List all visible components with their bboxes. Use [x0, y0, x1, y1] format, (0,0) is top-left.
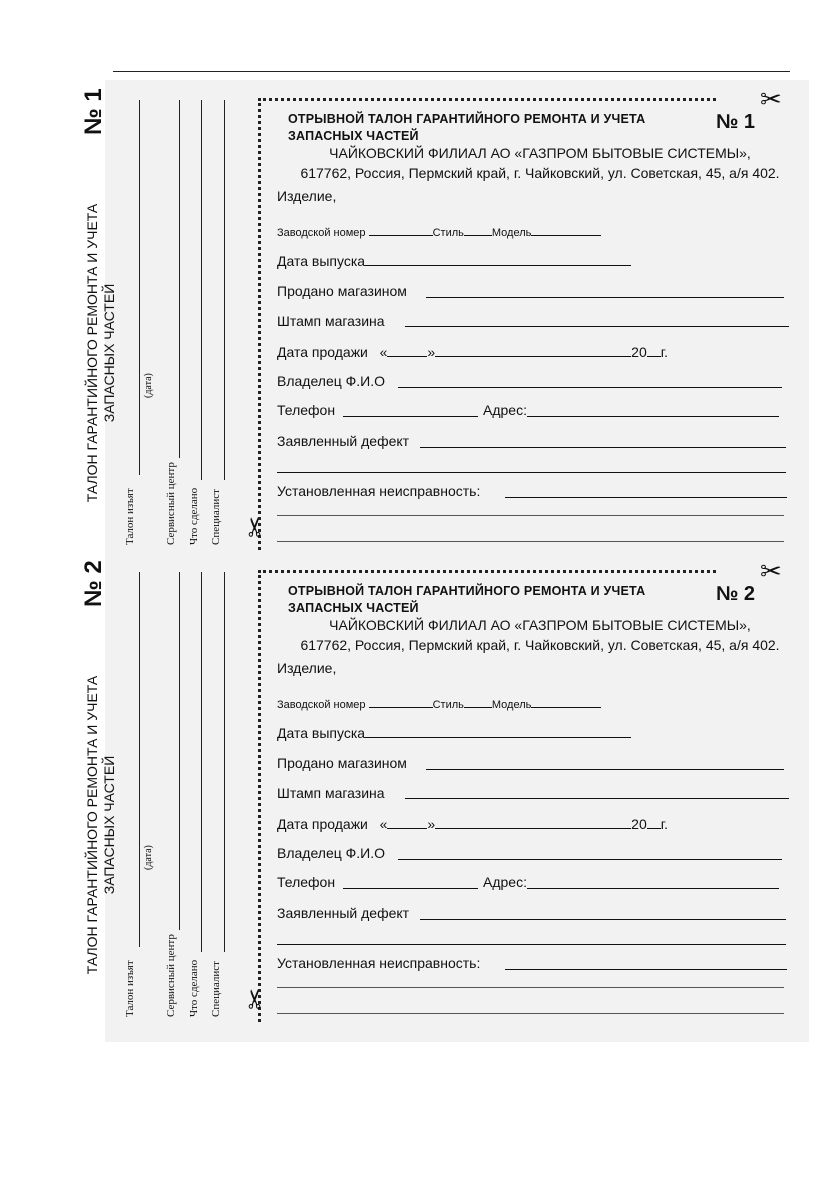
stamp-field[interactable]: [405, 326, 789, 327]
style-field[interactable]: [464, 222, 492, 236]
stub-number: № 2: [80, 560, 107, 607]
sale-month-field[interactable]: [435, 343, 631, 357]
page-top-rule: [113, 71, 790, 72]
release-date-field[interactable]: [365, 252, 631, 266]
found-fault-field[interactable]: [505, 969, 787, 970]
declared-defect-field-2[interactable]: [277, 472, 786, 473]
stub-date-label: (дата): [143, 373, 154, 398]
stub-work-done-line: [201, 100, 202, 480]
sale-date-row: Дата продажи « » 20 г.: [277, 816, 669, 832]
stub-service-center-label: Сервисный центр: [165, 934, 177, 1017]
stub-work-done-label: Что сделано: [188, 959, 200, 1017]
stub-removed-line: [139, 572, 140, 947]
sale-year-field[interactable]: [647, 815, 661, 829]
scissors-icon: ✂: [239, 516, 270, 538]
declared-defect-field[interactable]: [420, 447, 786, 448]
stub-service-center-label: Сервисный центр: [165, 462, 177, 545]
release-date-field[interactable]: [365, 724, 631, 738]
sale-day-field[interactable]: [387, 815, 427, 829]
sale-date-row: Дата продажи « » 20 г.: [277, 344, 669, 360]
cut-line-left: [258, 98, 261, 550]
form-title: ОТРЫВНОЙ ТАЛОН ГАРАНТИЙНОГО РЕМОНТА И УЧЕТА ЗАПАСНЫХ ЧАСТЕЙ: [288, 112, 646, 143]
found-fault-row: Установленная неисправность:: [277, 483, 481, 499]
organization: ЧАЙКОВСКИЙ ФИЛИАЛ АО «ГАЗПРОМ БЫТОВЫЕ СИСТЕМЫ», 617762, Россия, Пермский край, г. Чайковский, ул. Советская, 45, а/я 402.: [300, 617, 780, 653]
coupon-number: № 2: [716, 583, 755, 605]
owner-field[interactable]: [398, 387, 782, 388]
found-fault-row: Установленная неисправность:: [277, 955, 481, 971]
phone-field[interactable]: [343, 416, 478, 417]
found-fault-field-3[interactable]: [277, 541, 784, 542]
declared-defect-field[interactable]: [420, 919, 786, 920]
found-fault-field-3[interactable]: [277, 1013, 784, 1014]
owner-row: Владелец Ф.И.О: [277, 845, 386, 861]
stub-removed-line: [139, 100, 140, 475]
cut-line-top: [258, 98, 716, 101]
product-label: Изделие,: [277, 660, 337, 676]
stub-removed-label: Талон изъят: [124, 488, 136, 545]
stamp-row: Штамп магазина: [277, 313, 385, 329]
serial-row: Заводской номер Стиль Модель: [277, 222, 601, 239]
address-field[interactable]: [527, 888, 779, 889]
declared-defect-row: Заявленный дефект: [277, 433, 410, 449]
model-field[interactable]: [531, 222, 601, 236]
sold-by-field[interactable]: [426, 297, 784, 298]
stub-specialist-label: Специалист: [210, 489, 222, 545]
stub-specialist-line: [224, 572, 225, 952]
cut-line-top: [258, 570, 716, 573]
scissors-icon: ✂: [760, 84, 782, 114]
coupon-1: [0, 80, 840, 550]
scissors-icon: ✂: [760, 556, 782, 586]
address-label: Адрес:: [483, 402, 527, 418]
address-field[interactable]: [527, 416, 779, 417]
style-field[interactable]: [464, 694, 492, 708]
form-title: ОТРЫВНОЙ ТАЛОН ГАРАНТИЙНОГО РЕМОНТА И УЧЕТА ЗАПАСНЫХ ЧАСТЕЙ: [288, 584, 646, 615]
stub-specialist-line: [224, 100, 225, 480]
sold-by-field[interactable]: [426, 769, 784, 770]
stamp-row: Штамп магазина: [277, 785, 385, 801]
stub-date-label: (дата): [143, 845, 154, 870]
release-date-row: Дата выпуска: [277, 252, 631, 269]
stub-service-center-line: [179, 100, 180, 458]
sale-year-field[interactable]: [647, 343, 661, 357]
sold-by-row: Продано магазином: [277, 755, 407, 771]
found-fault-field-2[interactable]: [277, 987, 784, 988]
scissors-icon: ✂: [239, 988, 270, 1010]
owner-row: Владелец Ф.И.О: [277, 373, 386, 389]
stub-work-done-line: [201, 572, 202, 952]
declared-defect-field-2[interactable]: [277, 944, 786, 945]
stamp-field[interactable]: [405, 798, 789, 799]
model-field[interactable]: [531, 694, 601, 708]
phone-field[interactable]: [343, 888, 478, 889]
sold-by-row: Продано магазином: [277, 283, 407, 299]
sale-day-field[interactable]: [387, 343, 427, 357]
serial-row: Заводской номер Стиль Модель: [277, 694, 601, 711]
phone-row: Телефон: [277, 874, 336, 890]
stub-title: ТАЛОН ГАРАНТИЙНОГО РЕМОНТА И УЧЕТА ЗАПАСНЫХ ЧАСТЕЙ: [84, 203, 117, 503]
stub-work-done-label: Что сделано: [188, 487, 200, 545]
found-fault-field[interactable]: [505, 497, 787, 498]
serial-field[interactable]: [369, 222, 433, 236]
stub-number: № 1: [80, 88, 107, 135]
cut-line-left: [258, 570, 261, 1022]
serial-field[interactable]: [369, 694, 433, 708]
release-date-row: Дата выпуска: [277, 724, 631, 741]
coupon-2: [0, 552, 840, 1022]
coupon-number: № 1: [716, 111, 755, 133]
stub-title: ТАЛОН ГАРАНТИЙНОГО РЕМОНТА И УЧЕТА ЗАПАСНЫХ ЧАСТЕЙ: [84, 675, 117, 975]
stub-removed-label: Талон изъят: [124, 960, 136, 1017]
organization: ЧАЙКОВСКИЙ ФИЛИАЛ АО «ГАЗПРОМ БЫТОВЫЕ СИСТЕМЫ», 617762, Россия, Пермский край, г. Чайковский, ул. Советская, 45, а/я 402.: [300, 145, 780, 181]
stub-specialist-label: Специалист: [210, 961, 222, 1017]
declared-defect-row: Заявленный дефект: [277, 905, 410, 921]
phone-row: Телефон: [277, 402, 336, 418]
address-label: Адрес:: [483, 874, 527, 890]
product-label: Изделие,: [277, 188, 337, 204]
stub-service-center-line: [179, 572, 180, 930]
found-fault-field-2[interactable]: [277, 515, 784, 516]
owner-field[interactable]: [398, 859, 782, 860]
sale-month-field[interactable]: [435, 815, 631, 829]
